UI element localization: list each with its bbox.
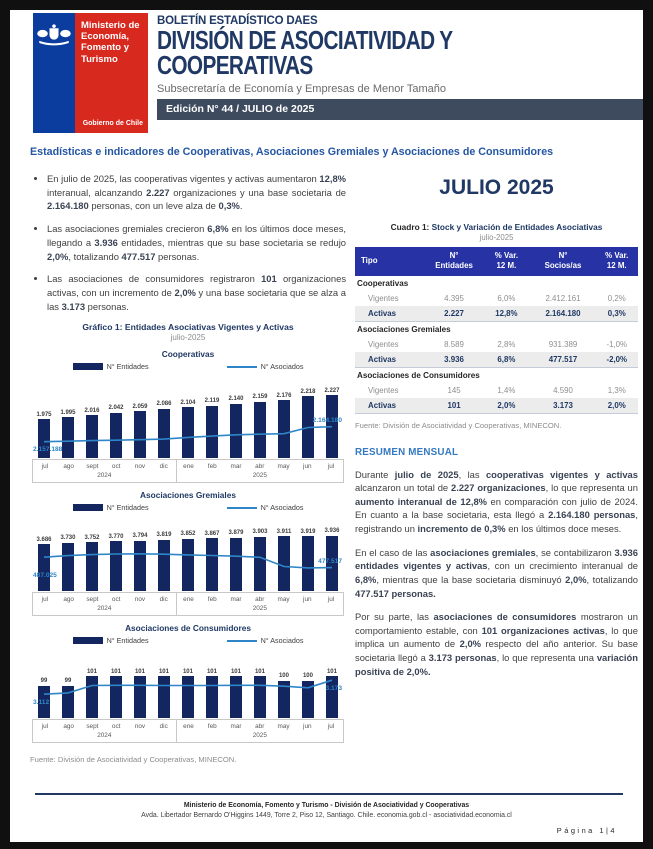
cell-value: 12,8% [482,306,530,322]
table-row [355,398,638,414]
group-row [355,276,638,291]
bar-value-label: 1.975 [36,411,52,418]
bullet-item: • Las asociaciones gremiales crecieron 6,8% en los últimos doce meses, llegando a 3.936 entidades, mientras que su base societaria se redujo 2,0%, totalizando 477.517 personas. [47,222,346,263]
cell-value: 477.517 [530,352,595,368]
line-swatch-icon [227,366,257,368]
legend-label: N° Asociados [260,636,304,646]
month-label: oct [111,723,121,731]
column-header: % Var. 12 M. [482,247,530,276]
cell-value: 1,4% [497,385,516,395]
chart-axis [32,719,344,743]
footer-divider [35,793,623,795]
page-number: Página 1|4 [556,826,617,835]
stock-table [355,247,638,414]
cell-value: 931.389 [548,339,578,349]
year-label: 2025 [252,732,267,740]
bar-value-label: 2.042 [108,405,124,412]
year-label: 2025 [252,605,267,613]
month-label: nov [134,723,146,731]
month-title: JULIO 2025 [439,176,554,199]
month-label: oct [111,463,121,471]
month-label: abr [255,463,265,471]
column-header: N° Entidades [426,247,483,276]
row-label: Activas [355,352,426,368]
resumen-paragraph: Por su parte, las asociaciones de consumidores mostraron un comportamiento estable, con 101 organizaciones activas, lo que implica un aumento de 2,0% respecto del año anterior. Su base societaria llegó a 3.173 personas, lo que representa una variación positiva de 2,0%. [355,611,638,677]
month-label: feb [207,723,217,731]
bar-value-label: 100 [278,673,289,680]
table-row [355,306,638,322]
bar-value-label: 3.852 [180,531,196,538]
month-label: jul [41,596,49,604]
bar-value-label: 101 [110,668,121,675]
line-first-value-label: 2.157.188 [33,446,63,454]
month-label: may [277,596,290,604]
cell-value: 2.412.161 [545,293,581,303]
stock-table-body [355,276,638,414]
page-title-line1: DIVISIÓN DE ASOCIATIVIDAD Y [157,25,453,55]
axis-years [33,471,343,482]
chart-asociaciones-consumidores [30,623,346,743]
row-label: Vigentes [368,293,399,303]
column-header: Tipo [355,247,426,276]
month-label: jun [303,723,312,731]
cell-value: 0,2% [607,293,626,303]
bar-value-label: 3.794 [132,533,148,540]
table-row [355,352,638,368]
footer-org-line: Ministerio de Economía, Fomento y Turismo - División de Asociatividad y Cooperativas [183,802,470,809]
month-label: may [277,463,290,471]
cuadro1-period: julio-2025 [479,233,514,242]
row-label: Activas [355,306,426,322]
cell-value: 145 [447,385,461,395]
year-label: 2024 [33,604,177,615]
year-label: 2024 [33,731,177,742]
government-name: Gobierno de Chile [82,120,143,127]
bar-swatch-icon [73,504,103,511]
month-label: jul [327,723,335,731]
line-swatch-icon [227,640,257,642]
table-row [355,291,638,306]
bar-value-label: 3.686 [36,536,52,543]
footer-address-line: Avda. Libertador Bernardo O'Higgins 1449, Torre 2, Piso 12, Santiago. Chile. economia.gob.cl - asociatividad.economia.cl [141,812,512,819]
chart-subtitle: Cooperativas [161,349,215,360]
legend-asociados [227,636,304,645]
column-header: % Var. 12 M. [596,247,638,276]
bar-value-label: 100 [302,673,313,680]
cell-value: 6,8% [482,352,530,368]
chart-subtitle: Asociaciones de Consumidores [125,623,251,634]
cell-value: 4.590 [553,385,573,395]
line-first-value-label: 487.025 [33,572,57,580]
month-label: ago [63,463,74,471]
bullet-item: • Las asociaciones de consumidores registraron 101 organizaciones activas, con un incremento de 2,0% y una base societaria que se alza a las 3.173 personas. [47,272,346,313]
month-label: jul [327,596,335,604]
ministry-name: Ministerio de Economía, Fomento y Turismo [81,20,140,65]
month-label: abr [255,596,265,604]
axis-years [33,604,343,615]
bar-value-label: 99 [40,678,48,685]
cell-value: 101 [426,398,483,414]
chart-subtitle: Asociaciones Gremiales [140,490,236,501]
chart-cooperativas [30,349,346,483]
bar-value-label: 101 [134,668,145,675]
bar-value-label: 3.936 [324,528,340,535]
month-label: dic [152,460,177,471]
bar-value-label: 2.140 [228,396,244,403]
bar-value-label: 1.995 [60,409,76,416]
line-first-value-label: 3.112 [33,698,50,706]
month-label: jul [327,463,335,471]
stock-table-header [355,247,638,276]
cell-value: 8.589 [444,339,464,349]
legend-label: N° Entidades [106,362,149,372]
month-label: ene [183,723,194,731]
bar-value-label: 2.218 [300,388,316,395]
bulletin-page [10,10,643,842]
legend-label: N° Entidades [106,503,149,513]
section-heading: Estadísticas e indicadores de Cooperativas, Asociaciones Gremiales y Asociaciones de Consumidores [30,146,554,158]
bar-value-label: 2.176 [276,392,292,399]
charts-source-note: Fuente: División de Asociatividad y Cooperativas, MINECON. [30,755,237,765]
bar-value-label: 3.752 [84,534,100,541]
column-header: N° Socios/as [530,247,595,276]
page-title [157,25,546,80]
legend-entidades [73,503,149,512]
legend-asociados [227,503,304,512]
bar-value-label: 3.867 [204,530,220,537]
chart-legend [30,362,346,371]
legend-label: N° Asociados [260,503,304,513]
month-label: jun [303,596,312,604]
month-label: abr [255,723,265,731]
bar-value-label: 2.059 [132,403,148,410]
month-label: ene [183,596,194,604]
month-label: mar [230,463,242,471]
row-label: Vigentes [368,339,399,349]
grafico1-title: Gráfico 1: Entidades Asociativas Vigentes y Activas [82,322,294,333]
bar-value-label: 101 [230,668,241,675]
chart-plot [32,521,344,591]
table-source-note: Fuente: División de Asociatividad y Cooperativas, MINECON. [355,420,562,430]
month-label: jul [41,723,49,731]
line-last-value-label: 2.164.180 [312,417,342,425]
cuadro1-label: Cuadro 1: [390,222,430,232]
chart-axis [32,592,344,616]
line-swatch-icon [227,507,257,509]
cell-value: 3.936 [426,352,483,368]
chart-legend [30,503,346,512]
edition-banner: Edición N° 44 / JULIO de 2025 [157,99,643,120]
cell-value: -2,0% [596,352,638,368]
resumen-heading: RESUMEN MENSUAL [355,446,459,458]
month-label: sept [86,596,99,604]
line-last-value-label: 477.517 [318,558,342,566]
month-label: nov [134,463,146,471]
bar-value-label: 3.819 [156,532,172,539]
month-label: jul [41,463,49,471]
legend-label: N° Entidades [106,636,149,646]
header-text-block [157,15,643,120]
month-label: dic [152,720,177,731]
bar-value-label: 2.227 [324,387,340,394]
chile-coat-of-arms-icon [36,23,72,49]
chart-axis [32,459,344,483]
legend-entidades [73,636,149,645]
bar-swatch-icon [73,363,103,370]
month-label: may [277,723,290,731]
axis-years [33,731,343,742]
month-label: ago [63,596,74,604]
month-label: feb [207,463,217,471]
page-header [10,10,643,136]
page-subtitle: Subsecretaría de Economía y Empresas de Menor Tamaño [157,82,447,95]
header-row [355,247,638,276]
left-column [30,164,346,764]
trend-line [32,521,344,591]
page-title-line2: COOPERATIVAS [157,49,313,80]
axis-months [33,593,343,604]
bar-value-label: 2.119 [204,398,220,405]
group-name: Asociaciones de Consumidores [357,371,480,381]
logo-blue-stripe [33,13,75,133]
cell-value: -1,0% [606,339,628,349]
month-label: nov [134,596,146,604]
bar-value-label: 2.159 [252,394,268,401]
bar-value-label: 3.879 [228,530,244,537]
year-label: 2024 [33,471,177,482]
legend-label: N° Asociados [260,362,304,372]
bar-value-label: 101 [206,668,217,675]
year-label: 2025 [252,472,267,480]
line-last-value-label: 3.173 [325,684,342,692]
cuadro1-title-text: Stock y Variación de Entidades Asociativas [429,222,603,232]
month-label: ago [63,723,74,731]
bar-value-label: 3.911 [276,528,292,535]
grafico1-period: julio-2025 [170,333,206,343]
legend-asociados [227,362,304,371]
bar-value-label: 2.016 [84,407,100,414]
row-label: Vigentes [368,385,399,395]
group-name: Cooperativas [357,279,409,289]
cell-value: 2,0% [482,398,530,414]
bar-value-label: 3.730 [60,535,76,542]
bar-value-label: 99 [64,678,72,685]
bullet-list [30,172,346,313]
logo-red-panel [75,13,148,133]
cell-value: 3.173 [530,398,595,414]
group-name: Asociaciones Gremiales [357,325,451,335]
cuadro1-title [355,222,638,232]
cell-value: 0,3% [596,306,638,322]
chart-plot [32,654,344,718]
month-label: mar [230,723,242,731]
cell-value: 4.395 [444,293,464,303]
chart-asociaciones-gremiales [30,490,346,616]
bar-swatch-icon [73,637,103,644]
month-label: ene [183,463,194,471]
table-row [355,383,638,398]
cell-value: 6,0% [497,293,516,303]
row-label: Activas [355,398,426,414]
cell-value: 2,0% [596,398,638,414]
cell-value: 2.164.180 [530,306,595,322]
group-row [355,367,638,383]
legend-entidades [73,362,149,371]
resumen-paragraph: Durante julio de 2025, las cooperativas vigentes y activas alcanzaron un total de 2.227 organizaciones, lo que representa un aumento interanual de 12,8% en comparación con julio de 2024. En cuanto a la base societaria, esta llegó a 2.164.180 personas, registrando un incremento de 0,3% en los últimos doce meses. [355,468,639,535]
chart-plot [32,380,344,458]
bar-value-label: 3.919 [300,528,316,535]
month-label: mar [230,596,242,604]
trend-line [32,654,344,718]
bar-value-label: 2.104 [180,399,196,406]
axis-months [33,720,343,731]
bar-value-label: 101 [86,668,97,675]
month-label: sept [86,463,99,471]
group-row [355,321,638,337]
table-row [355,337,638,352]
bar-value-label: 101 [158,668,169,675]
bar-value-label: 3.903 [252,529,268,536]
month-label: feb [207,596,217,604]
right-column [355,164,640,764]
chart-legend [30,636,346,645]
bar-value-label: 101 [182,668,193,675]
cell-value: 2,8% [497,339,516,349]
axis-months [33,460,343,471]
month-label: jun [303,463,312,471]
bulletin-kicker: BOLETÍN ESTADÍSTICO DAES [157,15,318,27]
content-columns [30,164,640,764]
bullet-item: • En julio de 2025, las cooperativas vigentes y activas aumentaron 12,8% interanual, alcanzando 2.227 organizaciones y una base societaria de 2.164.180 personas, con un leve alza de 0,3%. [47,172,346,213]
bar-value-label: 3.770 [108,533,124,540]
bar-value-label: 101 [326,668,337,675]
month-label: oct [111,596,121,604]
month-label: dic [152,593,177,604]
resumen-paragraph: En el caso de las asociaciones gremiales, se contabilizaron 3.936 entidades vigentes y activas, con un crecimiento interanual de 6,8%, mientras que la base societaria disminuyó 2,0%, totalizando 477.517 personas. [355,546,638,599]
bar-value-label: 2.086 [156,401,172,408]
cell-value: 1,3% [607,385,626,395]
cell-value: 2.227 [426,306,483,322]
gobierno-de-chile-logo [33,13,148,133]
month-label: sept [86,723,99,731]
trend-line [32,380,344,458]
bar-value-label: 101 [254,668,265,675]
